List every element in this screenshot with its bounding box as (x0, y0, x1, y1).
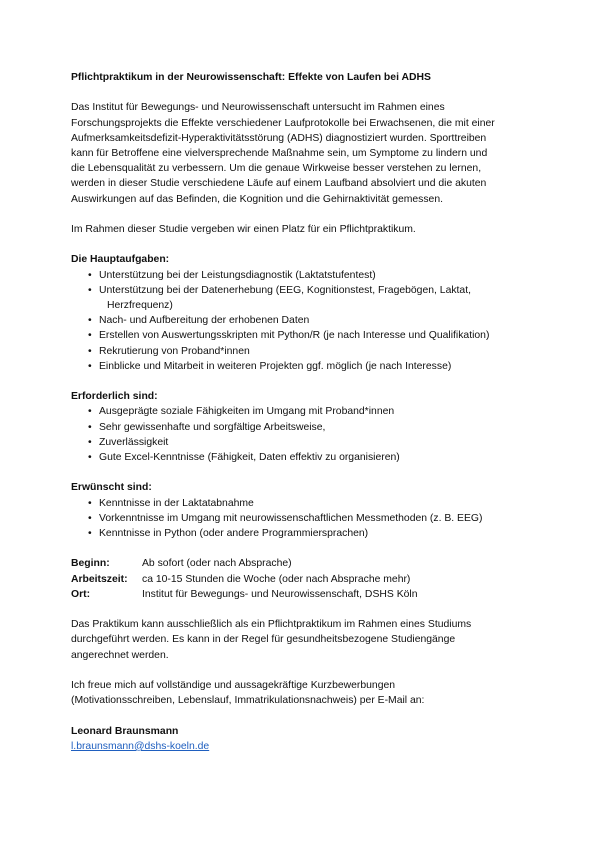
list-item-text: Vorkenntnisse im Umgang mit neurowissenschaftlichen Messmethoden (z. B. EEG) (99, 512, 483, 524)
note-line: durchgeführt werden. Es kann in der Regel für gesundheitsbezogene Studiengänge (71, 634, 456, 646)
tasks-list (71, 268, 531, 374)
list-item-text: Unterstützung bei der Leistungsdiagnostik (Laktatstufentest) (99, 269, 376, 281)
bullet-icon: • (88, 406, 92, 418)
list-item-text: Gute Excel-Kenntnisse (Fähigkeit, Daten effektiv zu organisieren) (99, 452, 400, 464)
detail-row-arbeitszeit (71, 572, 531, 587)
bullet-icon: • (88, 528, 92, 540)
bullet-icon: • (88, 330, 92, 342)
required-heading: Erforderlich sind: (71, 391, 158, 403)
list-item-text: Rekrutierung von Proband*innen (99, 345, 250, 357)
bullet-icon: • (88, 345, 92, 357)
details-block (71, 556, 531, 602)
detail-row-ort (71, 587, 531, 602)
bullet-icon: • (88, 315, 92, 327)
note-line: angerechnet werden. (71, 649, 169, 661)
detail-label: Arbeitszeit: (71, 573, 128, 585)
bullet-icon: • (88, 512, 92, 524)
note-line: Das Praktikum kann ausschließlich als ein Pflichtpraktikum im Rahmen eines Studiums (71, 619, 472, 631)
list-item-text: Nach- und Aufbereitung der erhobenen Daten (99, 315, 310, 327)
detail-row-beginn (71, 556, 531, 571)
bullet-icon: • (88, 421, 92, 433)
apply-paragraph (71, 678, 531, 708)
detail-value: ca 10-15 Stunden die Woche (oder nach Absprache mehr) (142, 573, 411, 585)
list-item-text: Zuverlässigkeit (99, 436, 169, 448)
document-content (71, 70, 531, 754)
list-item (71, 328, 531, 343)
desired-heading: Erwünscht sind: (71, 482, 152, 494)
apply-line: (Motivationsschreiben, Lebenslauf, Immatrikulationsnachweis) per E-Mail an: (71, 695, 425, 707)
list-item (71, 268, 531, 283)
desired-list (71, 496, 531, 542)
intro-line: Aufmerksamkeitsdefizit-Hyperaktivitätsstörung (ADHS) diagnostiziert wurden. Sporttreiben (71, 132, 487, 144)
list-item (71, 526, 531, 541)
detail-value: Institut für Bewegungs- und Neurowissenschaft, DSHS Köln (142, 588, 418, 600)
list-item-text: Sehr gewissenhafte und sorgfältige Arbeitsweise, (99, 421, 326, 433)
intro-line: die Lebensqualität zu verbessern. Um die genaue Wirkweise besser verstehen zu lernen, (71, 163, 482, 175)
required-list (71, 404, 531, 465)
bullet-icon: • (88, 452, 92, 464)
list-item (71, 404, 531, 419)
list-item (71, 313, 531, 328)
list-item (71, 283, 531, 313)
intro-line: Das Institut für Bewegungs- und Neurowissenschaft untersucht im Rahmen eines (71, 102, 445, 114)
intro-line: werden in dieser Studie verschiedene Läufe auf einem Laufband absolviert und die akuten (71, 178, 487, 190)
list-item-text: Kenntnisse in Python (oder andere Programmiersprachen) (99, 528, 369, 540)
bullet-icon: • (88, 436, 92, 448)
intro-paragraph (71, 100, 531, 206)
note-paragraph (71, 617, 531, 663)
tasks-heading: Die Hauptaufgaben: (71, 254, 170, 266)
document-title: Pflichtpraktikum in der Neurowissenschaft: Effekte von Laufen bei ADHS (71, 72, 431, 83)
list-item-text: Erstellen von Auswertungsskripten mit Python/R (je nach Interesse und Qualifikation) (99, 330, 490, 342)
list-item-text-continuation: Herzfrequenz) (107, 300, 173, 311)
bullet-icon: • (88, 360, 92, 372)
apply-line: Ich freue mich auf vollständige und aussagekräftige Kurzbewerbungen (71, 680, 396, 691)
bullet-icon: • (88, 284, 92, 296)
detail-label: Beginn: (71, 558, 110, 570)
intro-line: kann für Betroffene eine vielversprechende Maßnahme sein, um Symptome zu lindern und (71, 148, 488, 159)
intro-line: Auswirkungen auf das Befinden, die Kognition und die Gehirnaktivität gemessen. (71, 193, 443, 205)
contact-email-link[interactable]: l.braunsmann@dshs-koeln.de (71, 740, 210, 752)
list-item-text: Einblicke und Mitarbeit in weiteren Projekten ggf. möglich (je nach Interesse) (99, 360, 452, 372)
list-item (71, 496, 531, 511)
list-item (71, 344, 531, 359)
intro-line: Forschungsprojekts die Effekte verschiedener Laufprotokolle bei Erwachsenen, die mit einer (71, 117, 495, 129)
list-item (71, 359, 531, 374)
list-item (71, 511, 531, 526)
list-item-text: Ausgeprägte soziale Fähigkeiten im Umgang mit Proband*innen (99, 406, 395, 418)
bullet-icon: • (88, 269, 92, 281)
list-item (71, 450, 531, 465)
contact-name: Leonard Braunsmann (71, 725, 179, 737)
list-item-text: Unterstützung bei der Datenerhebung (EEG, Kognitionstest, Fragebögen, Laktat, (99, 284, 471, 296)
list-item-text: Kenntnisse in der Laktatabnahme (99, 497, 254, 509)
detail-label: Ort: (71, 588, 91, 600)
detail-value: Ab sofort (oder nach Absprache) (142, 558, 292, 570)
bullet-icon: • (88, 497, 92, 509)
offer-text: Im Rahmen dieser Studie vergeben wir einen Platz für ein Pflichtpraktikum. (71, 224, 416, 235)
list-item (71, 435, 531, 450)
list-item (71, 420, 531, 435)
